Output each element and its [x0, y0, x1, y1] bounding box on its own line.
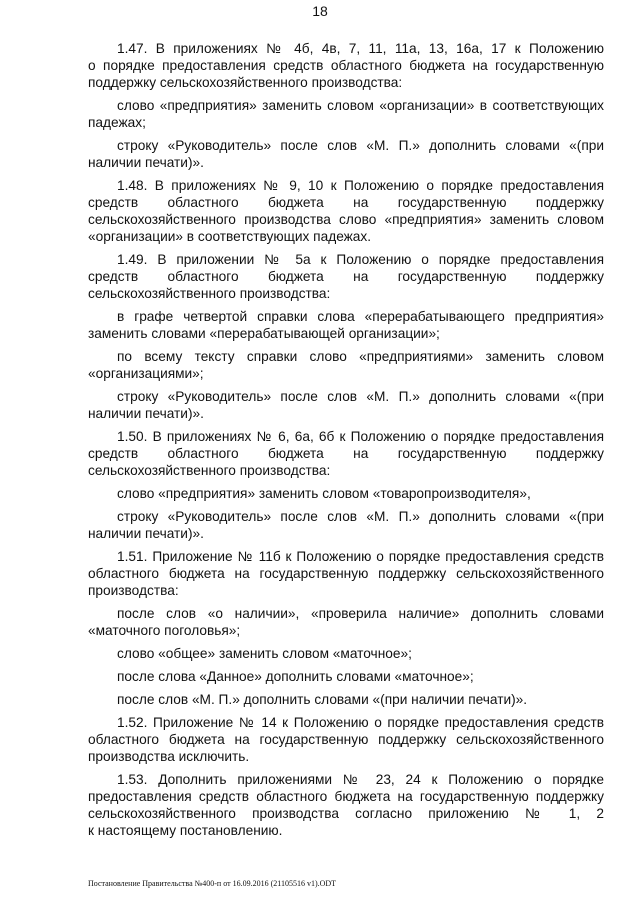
- paragraph: [88, 668, 604, 685]
- text-line: слово «предприятия» заменить словом «организации» в соответствующих: [117, 98, 604, 113]
- paragraph: [88, 97, 604, 131]
- text-line: сельскохозяйственного производства согласно приложению № 1, 2: [88, 806, 604, 821]
- paragraph: [88, 308, 604, 342]
- text-line: 1.49. В приложении № 5а к Положению о порядке предоставления: [117, 252, 604, 267]
- paragraph: [88, 177, 604, 245]
- paragraph: [88, 605, 604, 639]
- paragraph: [88, 771, 604, 839]
- text-line: падежах;: [88, 115, 146, 130]
- paragraph: [88, 251, 604, 302]
- text-line: строку «Руководитель» после слов «М. П.» дополнить словами «(при: [117, 509, 604, 524]
- text-line: к настоящему постановлению.: [88, 823, 283, 838]
- text-line: средств областного бюджета на государственную поддержку: [88, 446, 604, 461]
- text-line: «маточного поголовья»;: [88, 623, 241, 638]
- paragraph: [88, 714, 604, 765]
- text-line: сельскохозяйственного производства:: [88, 286, 331, 301]
- text-line: «организации» в соответствующих падежах.: [88, 229, 372, 244]
- text-line: предоставления средств областного бюджета на государственную поддержку: [88, 789, 604, 804]
- paragraph: [88, 691, 604, 708]
- paragraph: [88, 388, 604, 422]
- text-line: строку «Руководитель» после слов «М. П.» дополнить словами «(при: [117, 389, 604, 404]
- text-line: заменить словами «перерабатывающей организации»;: [88, 326, 440, 341]
- text-line: областного бюджета на государственную поддержку сельскохозяйственного: [88, 566, 604, 581]
- text-line: 1.51. Приложение № 11б к Положению о порядке предоставления средств: [117, 549, 604, 564]
- paragraph: [88, 508, 604, 542]
- text-line: сельскохозяйственного производства слово «предприятия» заменить словом: [88, 212, 604, 227]
- text-line: после слова «Данное» дополнить словами «маточное»;: [117, 669, 474, 684]
- text-line: областного бюджета на государственную поддержку сельскохозяйственного: [88, 732, 604, 747]
- text-line: производства:: [88, 583, 179, 598]
- text-line: в графе четвертой справки слова «перерабатывающего предприятия»: [117, 309, 604, 324]
- text-line: сельскохозяйственного производства:: [88, 463, 331, 478]
- text-line: наличии печати)».: [88, 406, 204, 421]
- text-line: наличии печати)».: [88, 526, 204, 541]
- text-line: 1.52. Приложение № 14 к Положению о порядке предоставления средств: [117, 715, 604, 730]
- paragraph: [88, 485, 604, 502]
- paragraph: [88, 428, 604, 479]
- text-line: «организациями»;: [88, 366, 204, 381]
- text-line: строку «Руководитель» после слов «М. П.» дополнить словами «(при: [117, 138, 604, 153]
- text-line: поддержку сельскохозяйственного производства:: [88, 75, 403, 90]
- page-number: 18: [312, 3, 328, 19]
- paragraph: [88, 40, 604, 91]
- paragraph: [88, 645, 604, 662]
- text-line: 1.50. В приложениях № 6, 6а, 6б к Положению о порядке предоставления: [117, 429, 604, 444]
- text-line: слово «общее» заменить словом «маточное»;: [117, 646, 412, 661]
- document-footer: Постановление Правительства №400-п от 16.09.2016 (21105516 v1).ODT: [88, 879, 337, 888]
- text-line: после слов «о наличии», «проверила наличие» дополнить словами: [117, 606, 604, 621]
- document-body: [88, 40, 604, 839]
- paragraph: [88, 137, 604, 171]
- text-line: 1.47. В приложениях № 4б, 4в, 7, 11, 11а, 13, 16а, 17 к Положению: [117, 41, 604, 56]
- text-line: 1.48. В приложениях № 9, 10 к Положению о порядке предоставления: [117, 178, 604, 193]
- text-line: о порядке предоставления средств областного бюджета на государственную: [88, 58, 604, 73]
- paragraph: [88, 548, 604, 599]
- text-line: производства исключить.: [88, 749, 250, 764]
- text-line: после слов «М. П.» дополнить словами «(при наличии печати)».: [117, 692, 528, 707]
- paragraph: [88, 348, 604, 382]
- text-line: средств областного бюджета на государственную поддержку: [88, 269, 604, 284]
- text-line: по всему тексту справки слово «предприятиями» заменить словом: [117, 349, 604, 364]
- text-line: 1.53. Дополнить приложениями № 23, 24 к Положению о порядке: [117, 772, 604, 787]
- text-line: слово «предприятия» заменить словом «товаропроизводителя»,: [117, 486, 531, 501]
- text-line: средств областного бюджета на государственную поддержку: [88, 195, 604, 210]
- text-line: наличии печати)».: [88, 155, 204, 170]
